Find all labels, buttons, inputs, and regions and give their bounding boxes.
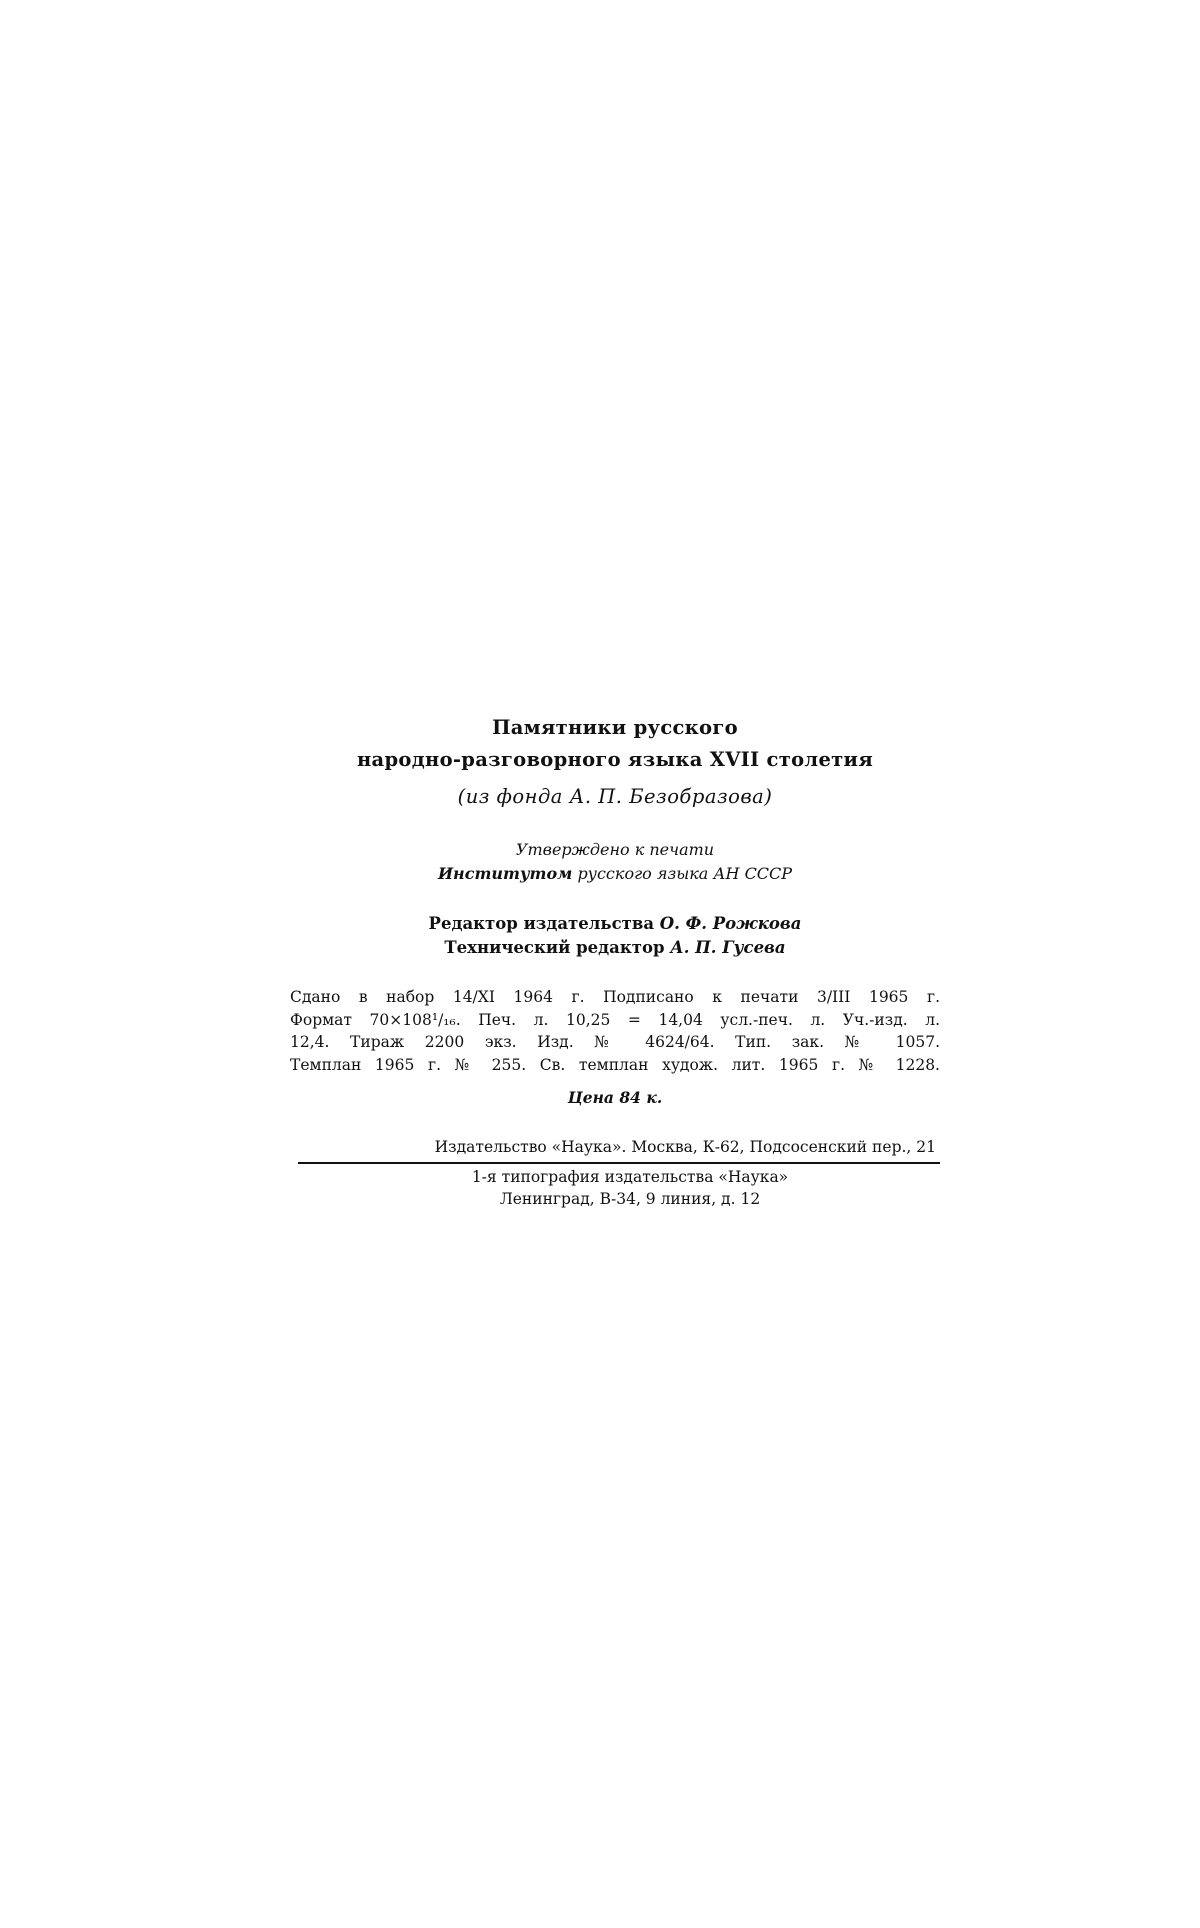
source-note: (из фонда А. П. Безобразова)	[457, 785, 773, 808]
publisher-address: Издательство «Наука». Москва, К-62, Подсосенский пер., 21	[434, 1138, 936, 1156]
approval-institute-rest: русского языка АН СССР	[577, 864, 793, 883]
publishing-editor-label: Редактор издательства	[428, 914, 655, 933]
printer-block	[290, 1166, 940, 1210]
publishing-editor	[290, 912, 940, 936]
divider-rule	[298, 1162, 940, 1164]
editors-block	[290, 912, 940, 960]
publishing-editor-name: О. Ф. Рожкова	[659, 914, 802, 933]
approval-institute: Институтом	[437, 864, 573, 883]
printer-line-2: Ленинград, В-34, 9 линия, д. 12	[499, 1190, 761, 1208]
imprint-line-3: 12,4. Тираж 2200 экз. Изд. № 4624/64. Тип. зак. № 1057.	[290, 1033, 940, 1051]
approval-line-2	[290, 862, 940, 886]
technical-editor	[290, 936, 940, 960]
printer-line-1: 1-я типография издательства «Наука»	[471, 1168, 789, 1186]
book-title-line-2: народно-разговорного языка XVII столетия	[356, 748, 874, 771]
imprint-line-2: Формат 70×108¹/₁₆. Печ. л. 10,25 = 14,04 усл.-печ. л. Уч.-изд. л.	[290, 1010, 940, 1029]
approval-line-1: Утверждено к печати	[515, 840, 715, 859]
imprint-line-4: Темплан 1965 г. № 255. Св. темплан худож. лит. 1965 г. № 1228.	[290, 1055, 940, 1074]
book-title	[290, 712, 940, 776]
technical-editor-label: Технический редактор	[444, 938, 665, 957]
imprint-block	[290, 986, 940, 1076]
book-title-line-1: Памятники русского	[492, 716, 738, 739]
colophon	[290, 712, 940, 1210]
approval-note	[290, 838, 940, 886]
technical-editor-name: А. П. Гусева	[670, 938, 786, 957]
imprint-line-1: Сдано в набор 14/XI 1964 г. Подписано к печати 3/III 1965 г.	[290, 988, 940, 1006]
price: Цена 84 к.	[567, 1088, 663, 1107]
